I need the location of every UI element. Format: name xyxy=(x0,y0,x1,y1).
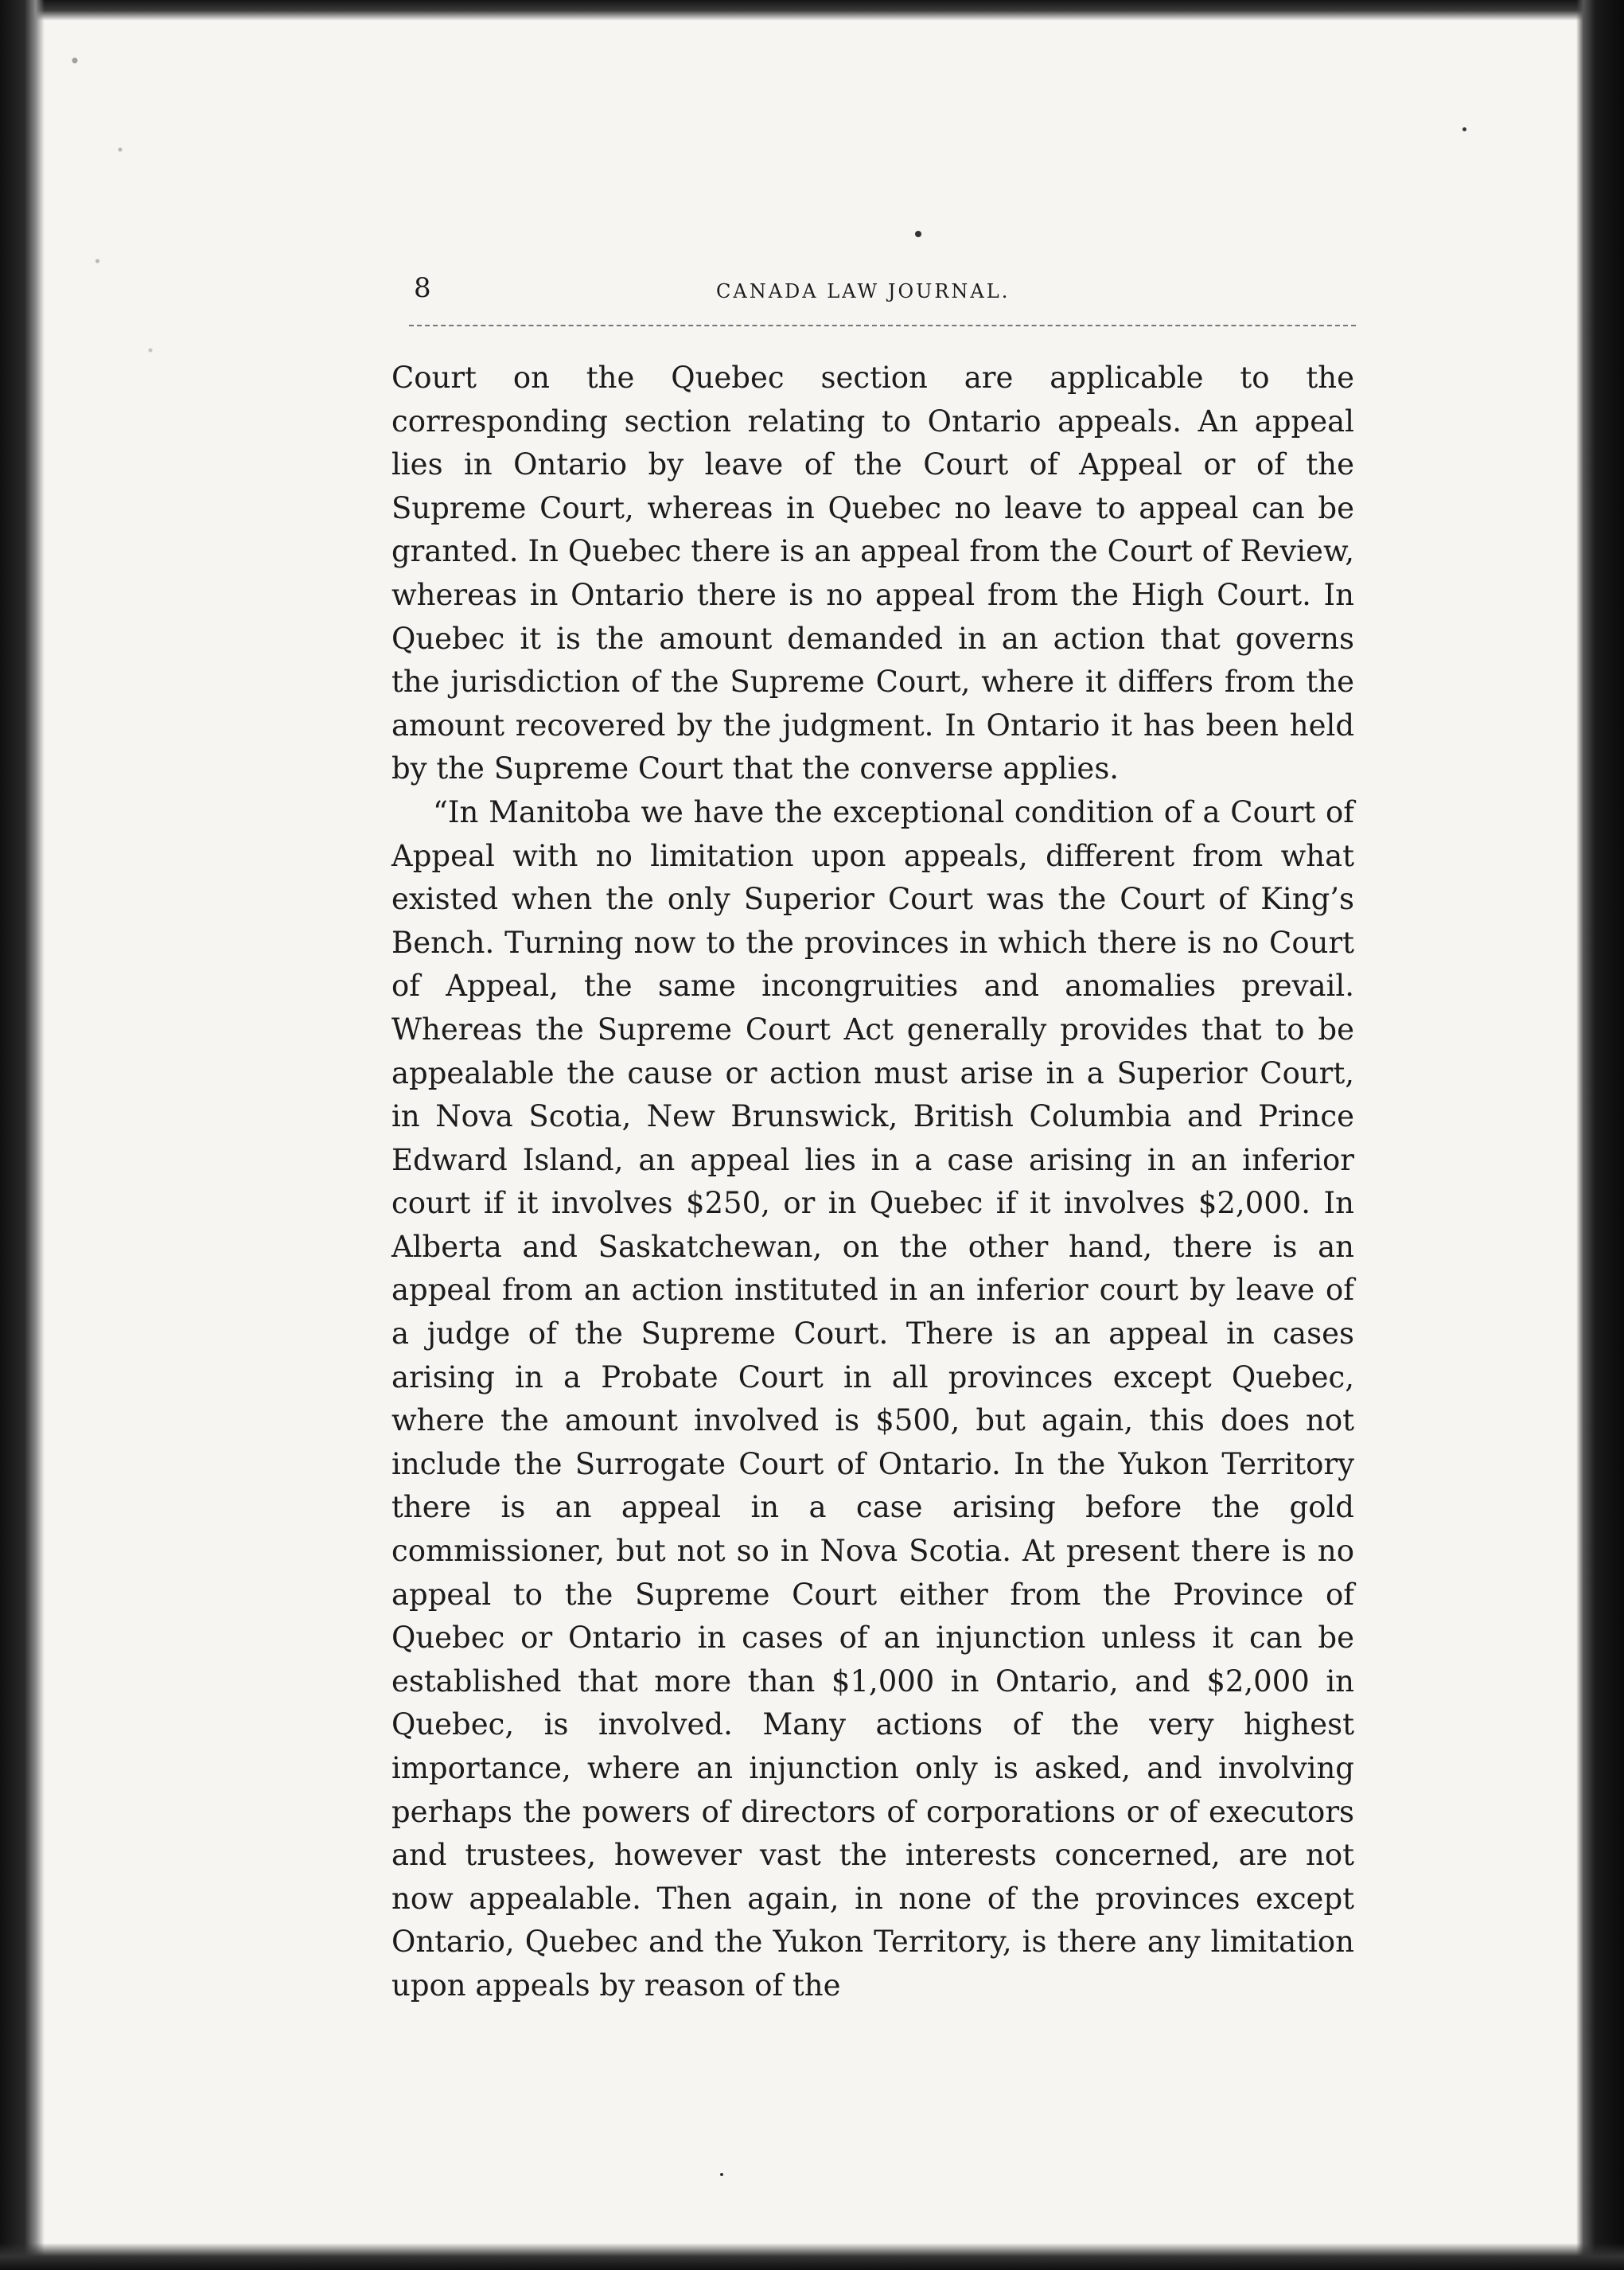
scan-speck xyxy=(720,2173,723,2176)
running-title: CANADA LAW JOURNAL. xyxy=(716,280,1011,302)
scan-speck xyxy=(1462,127,1466,131)
body-text xyxy=(391,357,1354,2008)
header-rule xyxy=(409,325,1356,326)
scan-edge-right xyxy=(1576,0,1624,2270)
scan-edge-left xyxy=(0,0,45,2270)
paragraph: “In Manitoba we have the exceptional condition of a Court of Appeal with no limitation upon appeals, different from what existed when the only Superior Court was the Court of King’s Bench. Turning now to the provinces in which there is no Court of Appeal, the same incongruities and anomalies prevail. Whereas the Supreme Court Act generally provides that to be appealable the cause or action must arise in a Superior Court, in Nova Scotia, New Brunswick, British Columbia and Prince Edward Island, an appeal lies in a case arising in an inferior court if it involves $250, or in Quebec if it involves $2,000. In Alberta and Saskatchewan, on the other hand, there is an appeal from an action instituted in an inferior court by leave of a judge of the Supreme Court. There is an appeal in cases arising in a Probate Court in all provinces except Quebec, where the amount involved is $500, but again, this does not include the Surrogate Court of Ontario. In the Yukon Territory there is an appeal in a case arising before the gold commissioner, but not so in Nova Scotia. At present there is no appeal to the Supreme Court either from the Province of Quebec or Ontario in cases of an injunction unless it can be established that more than $1,000 in Ontario, and $2,000 in Quebec, is involved. Many actions of the very highest importance, where an injunction only is asked, and involving perhaps the powers of directors of corporations or of executors and trustees, however vast the interests concerned, are not now appealable. Then again, in none of the provinces except Ontario, Quebec and the Yukon Territory, is there any limitation upon appeals by reason of the xyxy=(391,794,1354,2003)
paragraph: Court on the Quebec section are applicable to the corresponding section relating to Ontario appeals. An appeal lies in Ontario by leave of the Court of Appeal or of the Supreme Court, whereas in Quebec no leave to appeal can be granted. In Quebec there is an appeal from the Court of Review, whereas in Ontario there is no appeal from the High Court. In Quebec it is the amount demanded in an action that governs the jurisdiction of the Supreme Court, where it differs from the amount recovered by the judgment. In Ontario it has been held by the Supreme Court that the converse applies. xyxy=(391,361,1354,786)
page-number: 8 xyxy=(414,272,431,304)
scan-speck xyxy=(915,231,921,237)
scan-specks xyxy=(45,16,196,462)
scan-edge-top xyxy=(0,0,1624,21)
scan-edge-bottom xyxy=(0,2243,1624,2270)
